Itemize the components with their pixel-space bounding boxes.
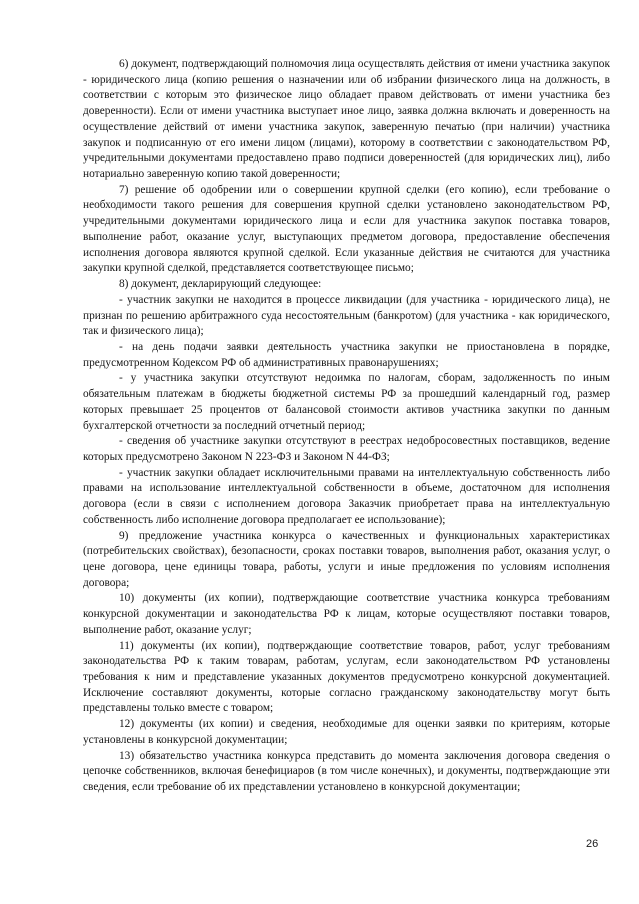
paragraph-item-10: 10) документы (их копии), подтверждающие соответствие участника конкурса требованиям конкурсной документации и законодательства РФ к лицам, которые осуществляют поставки товаров, выполнение работ, оказание услуг; (83, 592, 610, 636)
paragraph-item-12: 12) документы (их копии) и сведения, необходимые для оценки заявки по критериям, которые установлены в конкурсной документации; (83, 718, 610, 746)
declaration-registry: - сведения об участнике закупки отсутствуют в реестрах недобросовестных поставщиков, ведение которых предусмотрено Законом N 223-ФЗ и Законом N 44-ФЗ; (83, 435, 610, 463)
declaration-suspension: - на день подачи заявки деятельность участника закупки не приостановлена в порядке, предусмотренном Кодексом РФ об административных правонарушениях; (83, 340, 610, 369)
declaration-intellectual-property: - участник закупки обладает исключительными правами на интеллектуальную собственность либо правами на использование интеллектуальной собственности в объеме, достаточном для исполнения договора (если в связи с исполнением договора Заказчик приобретает права на интеллектуальную собственность либо исполнение договора предполагает ее использование); (83, 466, 610, 526)
paragraph-item-13: 13) обязательство участника конкурса представить до момента заключения договора сведения о цепочке собственников, включая бенефициаров (в том числе конечных), и документы, подтверждающие эти сведения, если требование об их представлении установлено в конкурсной документации; (83, 749, 610, 794)
paragraph-item-8: 8) документ, декларирующий следующее: (119, 278, 322, 291)
page-number: 26 (586, 838, 599, 850)
paragraph-item-11: 11) документы (их копии), подтверждающие соответствие товаров, работ, услуг требованиям законодательства РФ к таким товарам, работам, услугам, если законодательством РФ установлены требования к ним и представление указанных документов предусмотрено конкурсной документацией. Исключение составляют документы, которые согласно гражданскому законодательству могут быть представлены только вместе с товаром; (83, 639, 610, 715)
declaration-tax-arrears: - у участника закупки отсутствуют недоимка по налогам, сборам, задолженность по иным обязательным платежам в бюджеты бюджетной системы РФ за прошедший календарный год, размер которых превышает 25 процентов от балансовой стоимости активов участника закупки по данным бухгалтерской отчетности за последний отчетный период; (83, 372, 610, 432)
paragraph-item-6: 6) документ, подтверждающий полномочия лица осуществлять действия от имени участника закупок - юридического лица (копию решения о назначении или об избрании физического лица на должность, в соответствии с которым это физическое лицо обладает правом действовать от имени участника без доверенности). Если от имени участника выступает иное лицо, заявка должна включать и доверенность на осуществление действий от имени участника закупок, заверенную печатью (при наличии) участника закупок и подписанную от его имени лицом (лицами), которому в соответствии с законодательством РФ, учредительными документами предоставлено право подписи доверенностей (для юридических лиц), либо нотариально заверенную копию такой доверенности; (83, 58, 610, 181)
document-body (83, 57, 610, 796)
declaration-liquidation: - участник закупки не находится в процессе ликвидации (для участника - юридического лица), не признан по решению арбитражного суда несостоятельным (банкротом) (для участника - как юридического, так и физического лица); (83, 293, 610, 338)
paragraph-item-9: 9) предложение участника конкурса о качественных и функциональных характеристиках (потребительских свойствах), безопасности, сроках поставки товаров, выполнения работ, оказания услуг, о цене договора, цене единицы товара, работы, услуги и иные предложения по условиям исполнения договора; (83, 529, 610, 589)
paragraph-item-7: 7) решение об одобрении или о совершении крупной сделки (его копию), если требование о необходимости такого решения для совершения крупной сделки установлено законодательством РФ, учредительными документами юридического лица и если для участника закупок поставка товаров, выполнение работ, оказание услуг, выступающих предметом договора, предоставление обеспечения исполнения договора являются крупной сделкой. Если указанные действия не считаются для участника закупки крупной сделкой, представляется соответствующее письмо; (83, 183, 610, 275)
